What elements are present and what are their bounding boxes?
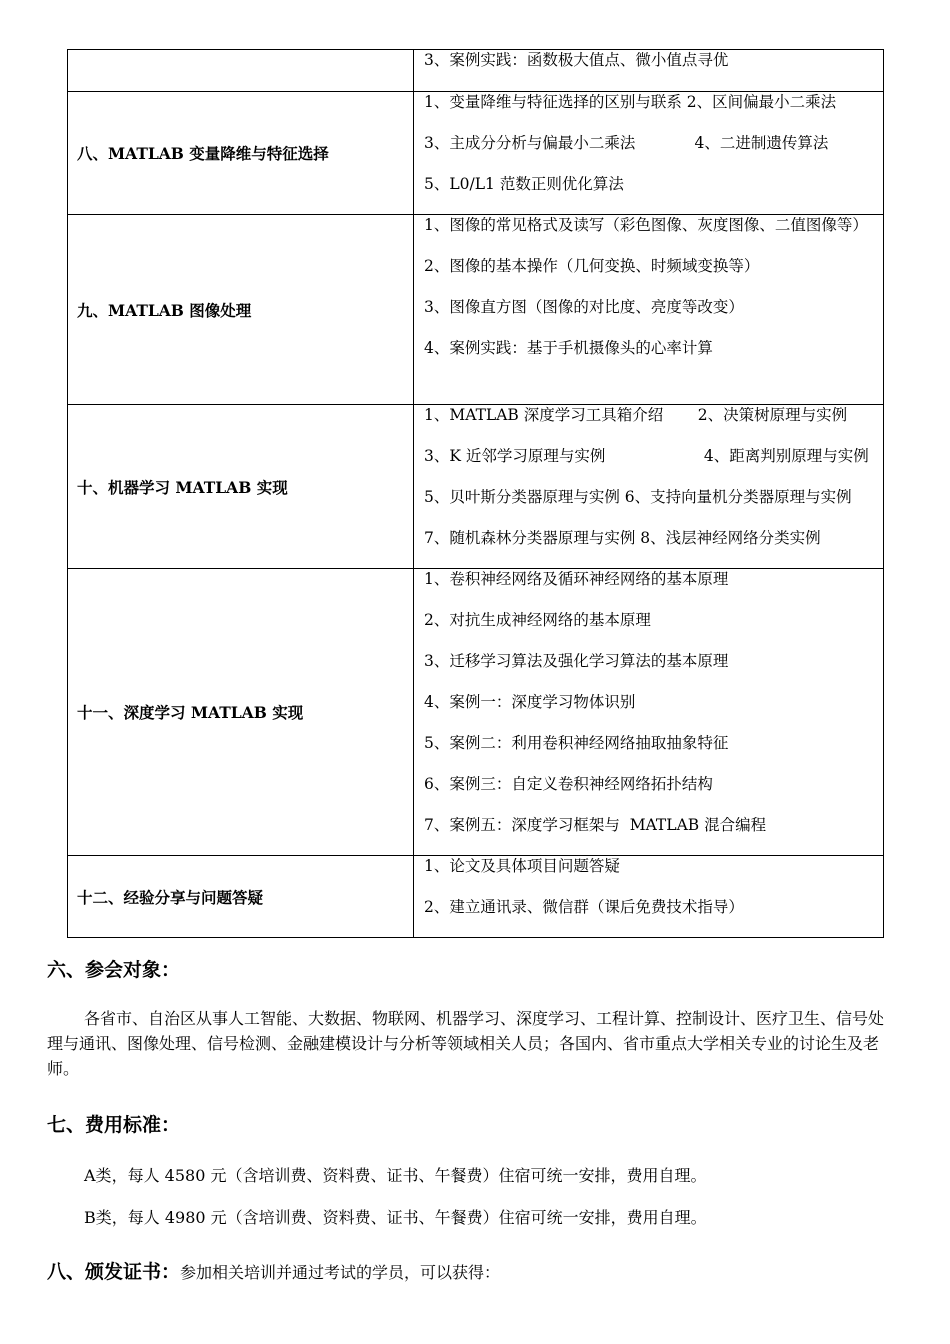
fee-b-text: ，每人 4980 元（含培训费、资料费、证书、午餐费）住宿可统一安排，费用自理。 <box>111 1208 707 1227</box>
course-topic: 九、MATLAB 图像处理 <box>68 215 414 405</box>
course-row <box>68 405 884 569</box>
section-8-title: 八、颁发证书： <box>47 1261 181 1283</box>
course-topic <box>68 50 414 92</box>
course-topic: 十一、深度学习 MATLAB 实现 <box>68 569 414 856</box>
course-item: 1、卷积神经网络及循环神经网络的基本原理 <box>424 570 729 588</box>
course-item: 3、主成分分析与偏最小二乘法 4、二进制遗传算法 <box>424 134 829 152</box>
course-topic: 八、MATLAB 变量降维与特征选择 <box>68 92 414 215</box>
fee-a-label: A类 <box>84 1166 112 1185</box>
course-items <box>414 856 884 938</box>
course-item: 7、案例五：深度学习框架与 MATLAB 混合编程 <box>424 816 767 834</box>
course-row <box>68 856 884 938</box>
course-item: 3、K 近邻学习原理与实例 4、距离判别原理与实例 <box>424 447 869 465</box>
course-item: 2、图像的基本操作（几何变换、时频域变换等） <box>424 257 760 275</box>
course-item: 5、案例二：利用卷积神经网络抽取抽象特征 <box>424 734 729 752</box>
course-row <box>68 215 884 405</box>
course-table <box>67 49 884 938</box>
course-item: 4、案例一：深度学习物体识别 <box>424 693 636 711</box>
fee-a-text: ，每人 4580 元（含培训费、资料费、证书、午餐费）住宿可统一安排，费用自理。 <box>111 1166 707 1185</box>
course-row <box>68 569 884 856</box>
course-item: 6、案例三：自定义卷积神经网络拓扑结构 <box>424 775 713 793</box>
course-row <box>68 50 884 92</box>
course-items <box>414 92 884 215</box>
section-8-text: 参加相关培训并通过考试的学员，可以获得： <box>180 1263 501 1282</box>
course-item: 4、案例实践：基于手机摄像头的心率计算 <box>424 339 713 357</box>
course-items <box>414 50 884 92</box>
section-6-text: 各省市、自治区从事人工智能、大数据、物联网、机器学习、深度学习、工程计算、控制设计、医疗卫生、信号处理与通讯、图像处理、信号检测、金融建模设计与分析等领域相关人员；各国内、省市重点大学相关专业的讨论生及老师。 <box>47 1009 885 1078</box>
course-item: 2、建立通讯录、微信群（课后免费技术指导） <box>424 898 744 916</box>
section-7-heading: 七、费用标准： <box>47 1114 181 1136</box>
fee-b-label: B类 <box>84 1208 112 1227</box>
section-8-heading <box>47 1257 500 1284</box>
course-items <box>414 569 884 856</box>
course-item: 1、图像的常见格式及读写（彩色图像、灰度图像、二值图像等） <box>424 216 868 234</box>
course-item: 5、L0/L1 范数正则优化算法 <box>424 175 624 193</box>
course-topic: 十二、经验分享与问题答疑 <box>68 856 414 938</box>
course-item: 3、图像直方图（图像的对比度、亮度等改变） <box>424 298 744 316</box>
course-item: 5、贝叶斯分类器原理与实例 6、支持向量机分类器原理与实例 <box>424 488 852 506</box>
course-item: 1、变量降维与特征选择的区别与联系 2、区间偏最小二乘法 <box>424 93 837 111</box>
course-row <box>68 92 884 215</box>
course-item: 3、案例实践：函数极大值点、微小值点寻优 <box>424 51 729 69</box>
fee-b-line <box>84 1205 707 1228</box>
course-item: 1、MATLAB 深度学习工具箱介绍 2、决策树原理与实例 <box>424 406 848 424</box>
course-item: 1、论文及具体项目问题答疑 <box>424 857 620 875</box>
course-item: 7、随机森林分类器原理与实例 8、浅层神经网络分类实例 <box>424 529 821 547</box>
course-item: 3、迁移学习算法及强化学习算法的基本原理 <box>424 652 729 670</box>
course-items <box>414 215 884 405</box>
course-items <box>414 405 884 569</box>
fee-a-line <box>84 1163 706 1186</box>
section-6-heading: 六、参会对象： <box>47 959 181 981</box>
course-item: 2、对抗生成神经网络的基本原理 <box>424 611 651 629</box>
course-topic: 十、机器学习 MATLAB 实现 <box>68 405 414 569</box>
